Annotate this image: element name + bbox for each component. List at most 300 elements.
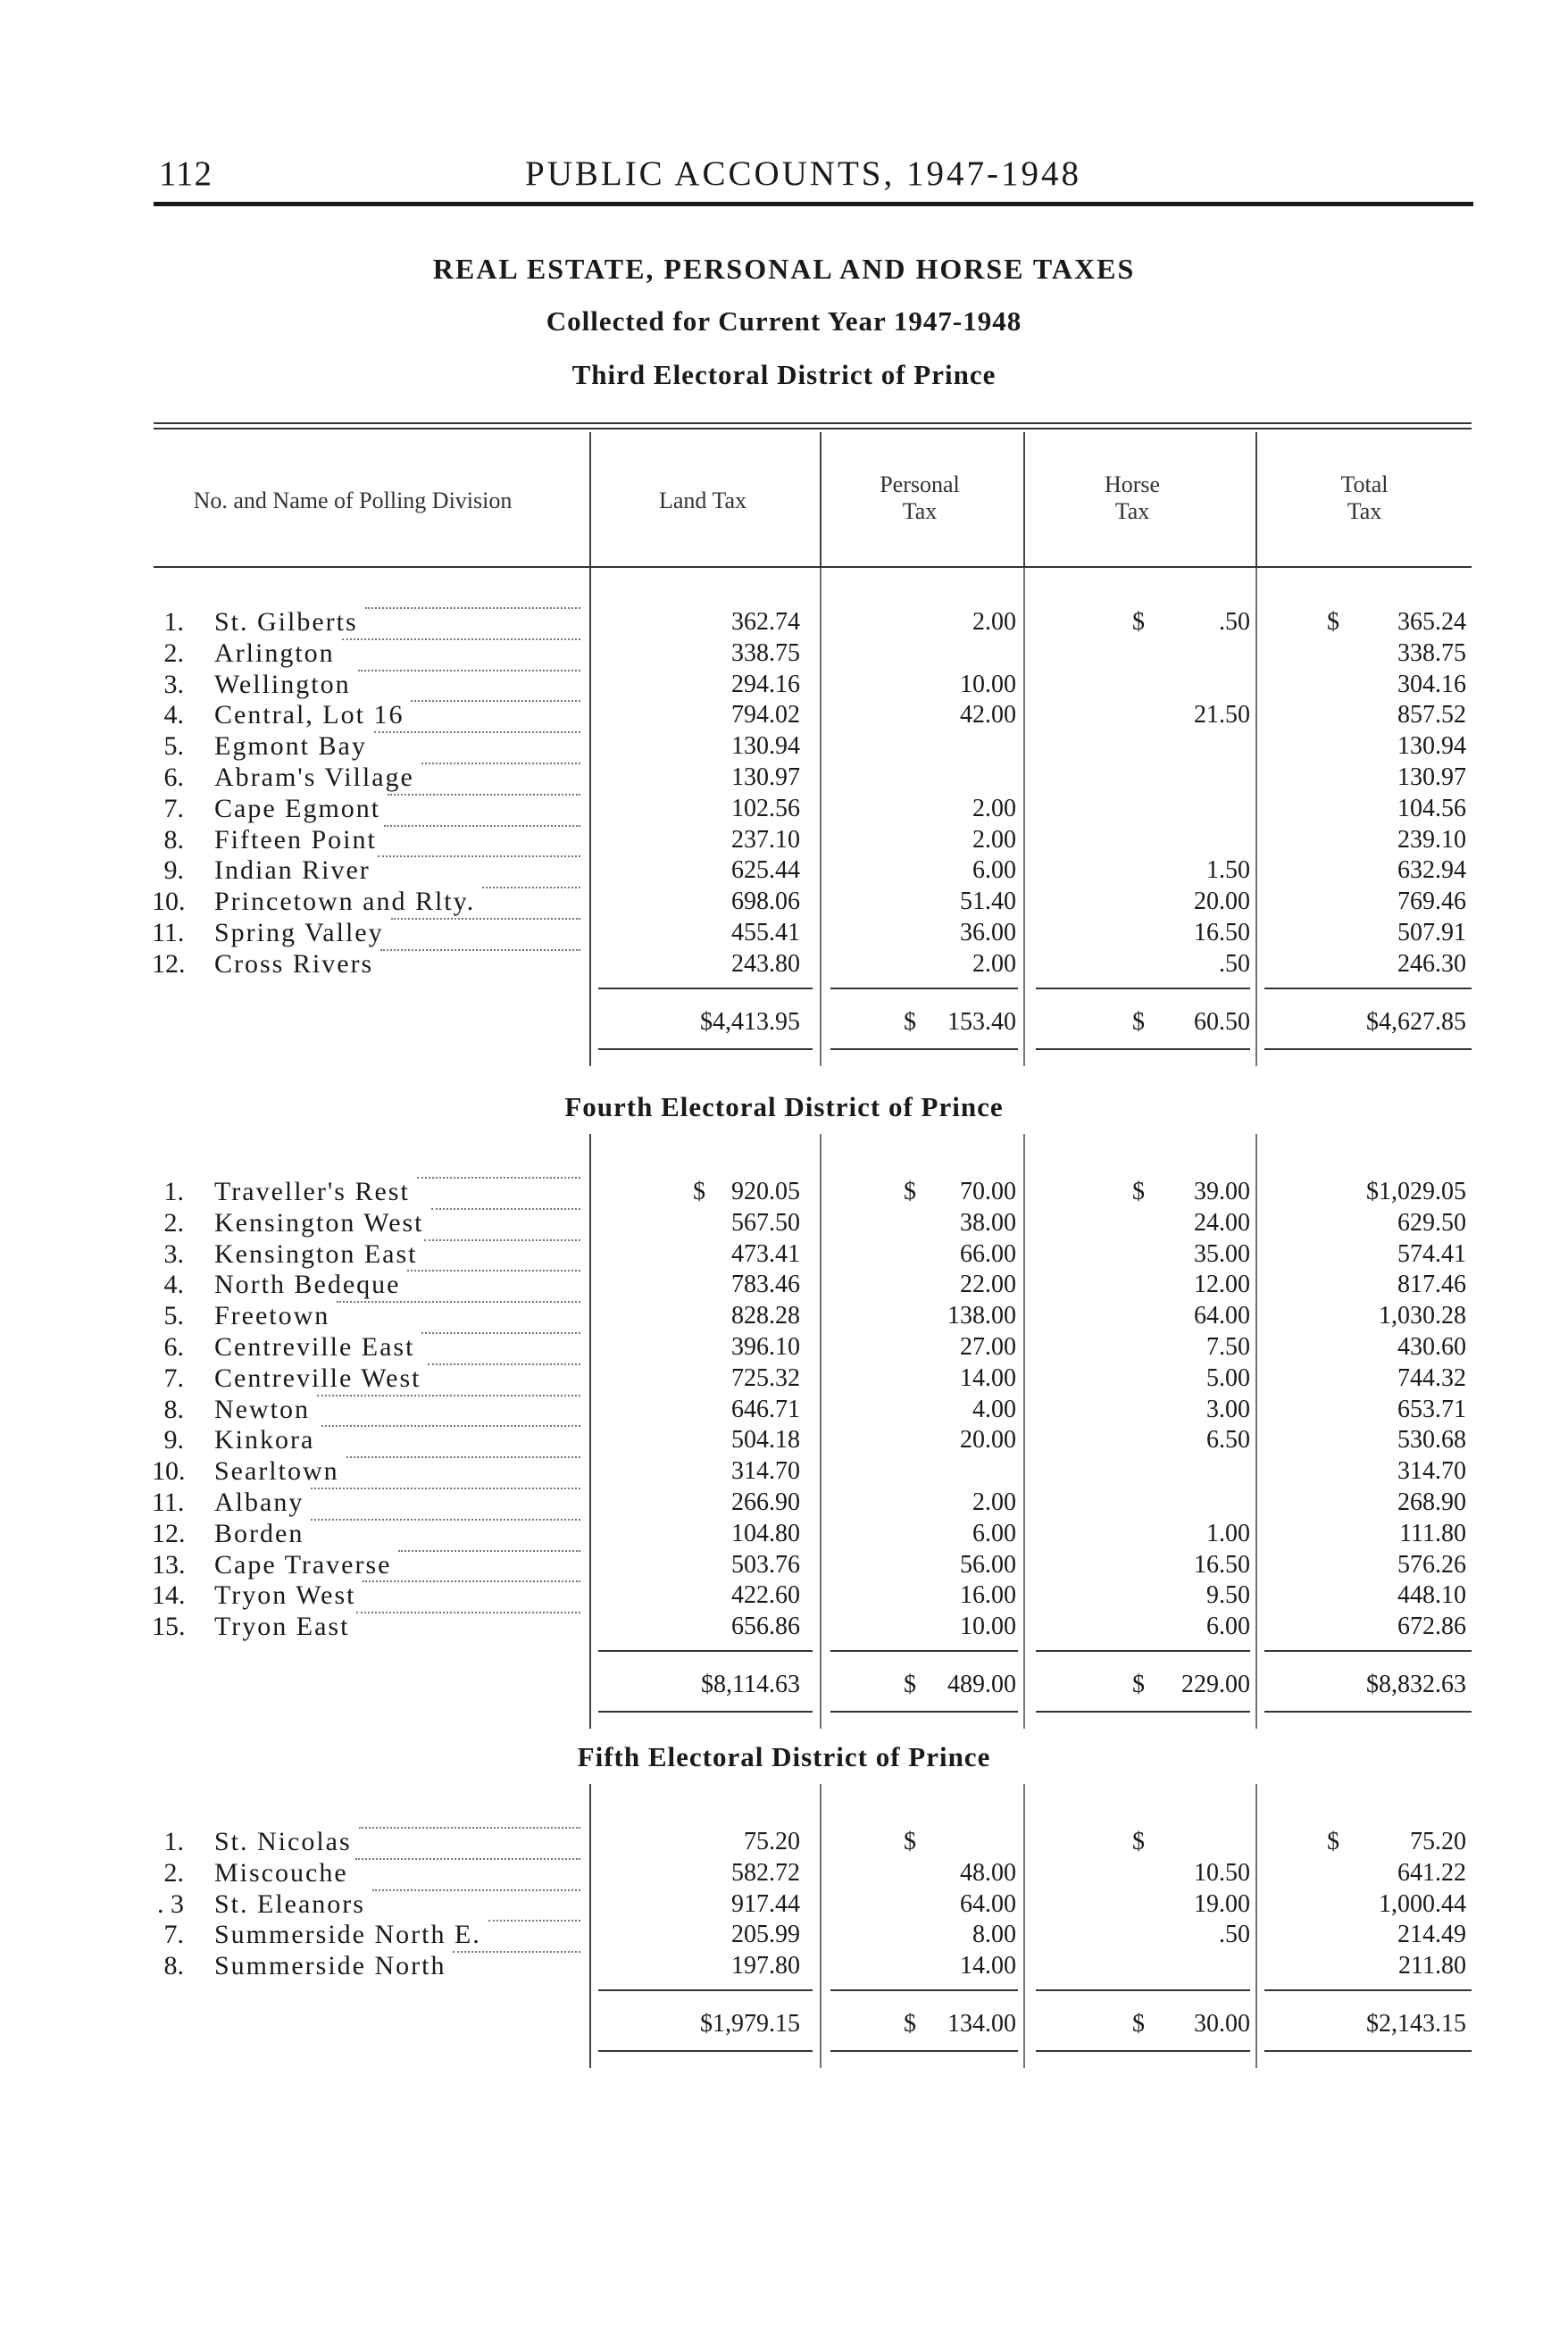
sum-rule bbox=[830, 1650, 1018, 1652]
horse-total-dollar-sign: $ bbox=[1132, 1007, 1145, 1036]
horse-tax-value: 21.50 bbox=[1194, 701, 1250, 729]
total-tax-dollar-sign: $ bbox=[1327, 1828, 1339, 1855]
row-number: 12. bbox=[152, 1518, 186, 1548]
page-number: 112 bbox=[159, 154, 213, 193]
table-row bbox=[0, 1612, 1568, 1642]
sum-rule bbox=[1036, 988, 1250, 989]
land-tax-value: 338.75 bbox=[731, 638, 800, 667]
polling-division-name: Egmont Bay bbox=[214, 731, 367, 762]
land-tax-value: 794.02 bbox=[731, 701, 800, 729]
table-row bbox=[0, 1858, 1568, 1888]
personal-tax-value: 22.00 bbox=[960, 1271, 1016, 1299]
personal-tax-value: 27.00 bbox=[960, 1333, 1016, 1361]
polling-division-name: Borden bbox=[214, 1518, 304, 1548]
horse-tax-value: 19.00 bbox=[1194, 1889, 1250, 1918]
row-number: 13. bbox=[152, 1549, 186, 1580]
column-header-land: Land Tax bbox=[658, 488, 747, 513]
row-number: 10. bbox=[152, 1456, 186, 1487]
table-row bbox=[0, 1827, 1568, 1857]
section-title-third: Third Electoral District of Prince bbox=[571, 359, 997, 390]
grand-total: $4,627.85 bbox=[1366, 1007, 1466, 1036]
horse-tax-value: 1.50 bbox=[1206, 856, 1250, 885]
column-header-name: No. and Name of Polling Division bbox=[193, 488, 513, 513]
sum-rule bbox=[1264, 1711, 1472, 1713]
sum-rule bbox=[1264, 2050, 1472, 2052]
horse-tax-value: 3.00 bbox=[1206, 1395, 1250, 1423]
total-tax-value: 304.16 bbox=[1397, 670, 1466, 698]
total-tax-value: 130.94 bbox=[1397, 732, 1466, 761]
row-number: 8. bbox=[163, 824, 184, 855]
sum-rule bbox=[1264, 1989, 1472, 1991]
personal-tax-total: 489.00 bbox=[947, 1671, 1016, 1698]
sum-rule bbox=[598, 1048, 813, 1050]
personal-tax-value: 70.00 bbox=[960, 1178, 1016, 1205]
dot-leader bbox=[311, 1488, 580, 1489]
land-tax-value: 725.32 bbox=[731, 1363, 800, 1392]
dot-leader bbox=[355, 1858, 580, 1860]
row-number: 5. bbox=[163, 731, 184, 762]
total-tax-dollar-sign: $ bbox=[1327, 608, 1339, 636]
dot-leader bbox=[363, 1580, 580, 1582]
column-header-personal bbox=[822, 471, 1018, 525]
section-title: Fourth Electoral District of Prince bbox=[564, 1091, 1004, 1122]
row-number: 15. bbox=[152, 1612, 186, 1642]
row-number: 8. bbox=[163, 1394, 184, 1424]
land-tax-value: 920.05 bbox=[731, 1178, 800, 1205]
column-divider bbox=[1023, 432, 1025, 566]
total-tax-value: 574.41 bbox=[1397, 1239, 1466, 1268]
table-row bbox=[0, 700, 1568, 730]
total-tax-value: 75.20 bbox=[1410, 1828, 1466, 1855]
personal-tax-value: 16.00 bbox=[960, 1581, 1016, 1610]
horse-tax-total: 30.00 bbox=[1194, 2010, 1250, 2038]
header-top-rule-2 bbox=[154, 428, 1472, 429]
table-row bbox=[0, 887, 1568, 917]
personal-tax-value: 20.00 bbox=[960, 1426, 1016, 1455]
dot-leader bbox=[424, 1239, 580, 1241]
personal-tax-total: 134.00 bbox=[947, 2010, 1016, 2038]
header-top-rule bbox=[154, 422, 1472, 424]
land-tax-value: 567.50 bbox=[731, 1208, 800, 1237]
land-tax-total: $4,413.95 bbox=[700, 1007, 800, 1036]
sum-rule bbox=[1036, 1989, 1250, 1991]
dot-leader bbox=[311, 1519, 580, 1521]
dot-leader bbox=[380, 949, 580, 951]
land-tax-value: 698.06 bbox=[731, 888, 800, 916]
dot-leader bbox=[388, 794, 580, 796]
dot-leader bbox=[358, 670, 580, 671]
row-number: 2. bbox=[163, 638, 184, 668]
sum-rule bbox=[830, 1711, 1018, 1713]
total-tax-value: 530.68 bbox=[1397, 1426, 1466, 1455]
personal-tax-value: 6.00 bbox=[972, 1519, 1016, 1547]
column-header-horse-line2: Tax bbox=[1114, 498, 1150, 524]
land-tax-value: 396.10 bbox=[731, 1333, 800, 1361]
dot-leader bbox=[374, 731, 580, 733]
column-header-personal-line1: Personal bbox=[880, 471, 960, 497]
row-number: 7. bbox=[163, 793, 184, 823]
row-number: 7. bbox=[163, 1920, 184, 1950]
personal-tax-value: 48.00 bbox=[960, 1858, 1016, 1887]
dot-leader bbox=[384, 825, 580, 827]
land-tax-value: 205.99 bbox=[731, 1921, 800, 1949]
personal-tax-value: 10.00 bbox=[960, 670, 1016, 698]
land-tax-value: 646.71 bbox=[731, 1395, 800, 1423]
column-divider bbox=[589, 432, 591, 566]
land-tax-value: 582.72 bbox=[731, 1858, 800, 1887]
personal-tax-value: 2.00 bbox=[972, 608, 1016, 636]
row-number: 1. bbox=[163, 1177, 184, 1206]
personal-tax-value: 2.00 bbox=[972, 825, 1016, 854]
row-number: 14. bbox=[152, 1580, 186, 1611]
column-header-total-line1: Total bbox=[1340, 471, 1389, 497]
personal-tax-dollar-sign: $ bbox=[904, 1178, 916, 1205]
sum-rule bbox=[1036, 1048, 1250, 1050]
horse-tax-value: 10.50 bbox=[1194, 1858, 1250, 1887]
dot-leader bbox=[407, 1270, 580, 1271]
personal-tax-value: 51.40 bbox=[960, 888, 1016, 916]
personal-tax-value: 14.00 bbox=[960, 1952, 1016, 1980]
polling-division-name: Freetown bbox=[214, 1301, 330, 1331]
row-number: 11. bbox=[152, 918, 185, 947]
polling-division-name: St. Gilberts bbox=[214, 607, 358, 637]
total-tax-value: 641.22 bbox=[1397, 1858, 1466, 1887]
table-row bbox=[0, 1208, 1568, 1238]
column-header-total-line2: Tax bbox=[1347, 498, 1382, 524]
polling-division-name: Newton bbox=[214, 1394, 310, 1424]
horse-tax-value: 6.00 bbox=[1206, 1613, 1250, 1641]
land-tax-value: 473.41 bbox=[731, 1239, 800, 1268]
column-header-horse-line1: Horse bbox=[1104, 471, 1161, 497]
row-number: 4. bbox=[163, 700, 184, 730]
polling-division-name: Searltown bbox=[214, 1456, 339, 1487]
sum-rule bbox=[1036, 2050, 1250, 2052]
table-row bbox=[0, 1456, 1568, 1487]
polling-division-name: Tryon East bbox=[214, 1612, 350, 1642]
personal-tax-value: 4.00 bbox=[972, 1395, 1016, 1423]
row-number: 6. bbox=[163, 1332, 184, 1362]
polling-division-name: Summerside North bbox=[214, 1951, 446, 1981]
row-number: 4. bbox=[163, 1270, 184, 1300]
polling-division-name: Arlington bbox=[214, 638, 335, 668]
dot-leader bbox=[488, 1920, 580, 1922]
personal-tax-value: 8.00 bbox=[972, 1921, 1016, 1949]
total-tax-value: 268.90 bbox=[1397, 1488, 1466, 1516]
dot-leader bbox=[417, 1177, 580, 1179]
table-row bbox=[0, 1395, 1568, 1425]
horse-tax-value: 1.00 bbox=[1206, 1519, 1250, 1547]
total-tax-value: 857.52 bbox=[1397, 701, 1466, 729]
horse-tax-value: 24.00 bbox=[1194, 1208, 1250, 1237]
dot-leader bbox=[342, 638, 580, 640]
polling-division-name: Abram's Village bbox=[214, 763, 414, 792]
column-header-total bbox=[1257, 471, 1472, 525]
dot-leader bbox=[317, 1395, 580, 1396]
header-bottom-rule bbox=[154, 566, 1472, 568]
polling-division-name: Tryon West bbox=[214, 1580, 356, 1611]
dot-leader bbox=[421, 763, 580, 764]
polling-division-name: Wellington bbox=[214, 669, 351, 699]
polling-division-name: Miscouche bbox=[214, 1857, 348, 1888]
total-tax-value: 1,030.28 bbox=[1379, 1302, 1466, 1330]
document-subtitle: Collected for Current Year 1947-1948 bbox=[546, 305, 1022, 337]
polling-division-name: Cape Traverse bbox=[214, 1549, 392, 1580]
row-number: 7. bbox=[163, 1363, 184, 1393]
horse-tax-dollar-sign: $ bbox=[1132, 608, 1145, 636]
total-tax-value: 769.46 bbox=[1397, 888, 1466, 916]
horse-tax-value: 6.50 bbox=[1206, 1426, 1250, 1455]
polling-division-name: Cross Rivers bbox=[214, 948, 374, 979]
horse-tax-dollar-sign: $ bbox=[1132, 1178, 1145, 1205]
horse-tax-value: .50 bbox=[1219, 1921, 1250, 1949]
horse-tax-value: 39.00 bbox=[1194, 1178, 1250, 1205]
table-row bbox=[0, 763, 1568, 793]
total-tax-value: 239.10 bbox=[1397, 825, 1466, 854]
table-row bbox=[0, 1951, 1568, 1981]
total-tax-value: 104.56 bbox=[1397, 794, 1466, 822]
totals-row bbox=[0, 1670, 1568, 1700]
polling-division-name: St. Eleanors bbox=[214, 1888, 365, 1919]
horse-tax-value: 20.00 bbox=[1194, 888, 1250, 916]
polling-division-name: Centreville West bbox=[214, 1363, 421, 1393]
dot-leader bbox=[372, 1889, 580, 1891]
dot-leader bbox=[411, 700, 580, 702]
polling-division-name: St. Nicolas bbox=[214, 1827, 352, 1856]
total-tax-value: 111.80 bbox=[1399, 1519, 1466, 1547]
land-tax-value: 422.60 bbox=[731, 1581, 800, 1610]
dot-leader bbox=[321, 1425, 580, 1427]
personal-tax-value: 6.00 bbox=[972, 856, 1016, 885]
column-divider bbox=[820, 432, 822, 566]
dot-leader bbox=[428, 1363, 580, 1365]
dot-leader bbox=[337, 1301, 580, 1303]
personal-tax-value: 64.00 bbox=[960, 1889, 1016, 1918]
row-number: 6. bbox=[163, 763, 184, 792]
personal-tax-value: 2.00 bbox=[972, 949, 1016, 978]
land-tax-value: 504.18 bbox=[731, 1426, 800, 1455]
table-row bbox=[0, 1239, 1568, 1270]
sum-rule bbox=[1264, 988, 1472, 989]
polling-division-name: Spring Valley bbox=[214, 918, 384, 947]
horse-tax-value: 7.50 bbox=[1206, 1333, 1250, 1361]
row-number: 3. bbox=[163, 1238, 184, 1269]
polling-division-name: Kinkora bbox=[214, 1425, 315, 1455]
dot-leader bbox=[378, 855, 580, 857]
polling-division-name: Summerside North E. bbox=[214, 1920, 481, 1950]
personal-tax-value: 10.00 bbox=[960, 1613, 1016, 1641]
total-tax-value: 817.46 bbox=[1397, 1271, 1466, 1299]
header-rule bbox=[154, 202, 1473, 206]
table-row bbox=[0, 825, 1568, 855]
personal-total-dollar-sign: $ bbox=[904, 1007, 916, 1036]
land-tax-dollar-sign: $ bbox=[693, 1178, 705, 1205]
sum-rule bbox=[1264, 1048, 1472, 1050]
polling-division-name: Cape Egmont bbox=[214, 793, 381, 823]
row-number: 1. bbox=[163, 1827, 184, 1856]
horse-tax-value: 16.50 bbox=[1194, 1550, 1250, 1579]
land-tax-value: 917.44 bbox=[731, 1889, 800, 1918]
column-divider bbox=[1255, 432, 1257, 566]
horse-tax-value: 12.00 bbox=[1194, 1271, 1250, 1299]
row-number: 12. bbox=[152, 948, 186, 979]
table-row bbox=[0, 1270, 1568, 1300]
land-tax-value: 130.97 bbox=[731, 763, 800, 791]
row-number: 2. bbox=[163, 1857, 184, 1888]
personal-tax-value: 14.00 bbox=[960, 1363, 1016, 1392]
total-tax-value: 338.75 bbox=[1397, 638, 1466, 667]
horse-tax-total: 60.50 bbox=[1194, 1007, 1250, 1036]
dot-leader bbox=[421, 1332, 580, 1334]
horse-tax-total: 229.00 bbox=[1181, 1671, 1250, 1698]
personal-tax-value: 42.00 bbox=[960, 701, 1016, 729]
land-tax-value: 294.16 bbox=[731, 670, 800, 698]
row-number: 9. bbox=[163, 1425, 184, 1455]
dot-leader bbox=[431, 1208, 580, 1210]
total-tax-value: 448.10 bbox=[1397, 1581, 1466, 1610]
sum-rule bbox=[830, 1048, 1018, 1050]
personal-tax-value: 2.00 bbox=[972, 794, 1016, 822]
table-row bbox=[0, 918, 1568, 948]
table-row bbox=[0, 1550, 1568, 1580]
land-tax-value: 75.20 bbox=[744, 1828, 800, 1855]
total-tax-value: 430.60 bbox=[1397, 1333, 1466, 1361]
horse-tax-dollar-sign: $ bbox=[1132, 1828, 1145, 1855]
horse-tax-value: 64.00 bbox=[1194, 1302, 1250, 1330]
horse-tax-value: 9.50 bbox=[1206, 1581, 1250, 1610]
table-row bbox=[0, 731, 1568, 762]
dot-leader bbox=[453, 1951, 580, 1953]
land-tax-value: 266.90 bbox=[731, 1488, 800, 1516]
table-row bbox=[0, 1920, 1568, 1950]
table-row bbox=[0, 1519, 1568, 1549]
table-row bbox=[0, 607, 1568, 638]
polling-division-name: Albany bbox=[214, 1488, 304, 1517]
total-tax-value: 211.80 bbox=[1398, 1952, 1466, 1980]
row-number: 9. bbox=[163, 855, 184, 886]
polling-division-name: Kensington West bbox=[214, 1207, 424, 1238]
horse-tax-value: .50 bbox=[1219, 949, 1250, 978]
land-tax-value: 243.80 bbox=[731, 949, 800, 978]
dot-leader bbox=[482, 887, 580, 888]
personal-tax-total: 153.40 bbox=[947, 1007, 1016, 1036]
document-title: REAL ESTATE, PERSONAL AND HORSE TAXES bbox=[432, 253, 1136, 285]
polling-division-name: Princetown and Rlty. bbox=[214, 887, 476, 917]
dot-leader bbox=[398, 1550, 580, 1552]
total-tax-value: 576.26 bbox=[1397, 1550, 1466, 1579]
sum-rule bbox=[830, 988, 1018, 989]
horse-tax-value: 5.00 bbox=[1206, 1363, 1250, 1392]
horse-tax-value: .50 bbox=[1219, 608, 1250, 636]
row-number: 10. bbox=[152, 887, 186, 917]
table-row bbox=[0, 1363, 1568, 1394]
table-row bbox=[0, 1425, 1568, 1455]
dot-leader bbox=[346, 1456, 580, 1458]
table-row bbox=[0, 1889, 1568, 1920]
total-tax-value: 130.97 bbox=[1397, 763, 1466, 791]
total-tax-value: 632.94 bbox=[1397, 856, 1466, 885]
sum-rule bbox=[598, 2050, 813, 2052]
page-header bbox=[159, 150, 1472, 200]
table-row bbox=[0, 1177, 1568, 1207]
totals-row bbox=[0, 1007, 1568, 1038]
row-number: 1. bbox=[163, 607, 184, 637]
land-tax-value: 102.56 bbox=[731, 794, 800, 822]
dot-leader bbox=[391, 918, 580, 920]
personal-total-dollar-sign: $ bbox=[904, 1671, 916, 1698]
horse-total-dollar-sign: $ bbox=[1132, 2010, 1145, 2038]
land-tax-value: 197.80 bbox=[731, 1952, 800, 1980]
row-number: 5. bbox=[163, 1301, 184, 1331]
column-header-personal-line2: Tax bbox=[902, 498, 938, 524]
table-row bbox=[0, 1332, 1568, 1363]
sum-rule bbox=[1036, 1711, 1250, 1713]
polling-division-name: Kensington East bbox=[214, 1238, 418, 1269]
total-tax-value: 653.71 bbox=[1397, 1395, 1466, 1423]
total-tax-value: 507.91 bbox=[1397, 919, 1466, 946]
grand-total: $8,832.63 bbox=[1366, 1671, 1466, 1698]
horse-tax-value: 16.50 bbox=[1194, 919, 1250, 946]
polling-division-name: Indian River bbox=[214, 855, 371, 886]
land-tax-value: 828.28 bbox=[731, 1302, 800, 1330]
land-tax-value: 783.46 bbox=[731, 1271, 800, 1299]
table-row bbox=[0, 1580, 1568, 1611]
land-tax-value: 455.41 bbox=[731, 919, 800, 946]
row-number: 3. bbox=[163, 669, 184, 699]
personal-tax-dollar-sign: $ bbox=[904, 1828, 916, 1855]
horse-total-dollar-sign: $ bbox=[1132, 1671, 1145, 1698]
row-number: 8. bbox=[163, 1951, 184, 1981]
sum-rule bbox=[598, 1650, 813, 1652]
row-number: . 3 bbox=[157, 1888, 184, 1919]
personal-total-dollar-sign: $ bbox=[904, 2010, 916, 2038]
personal-tax-value: 2.00 bbox=[972, 1488, 1016, 1516]
land-tax-value: 625.44 bbox=[731, 856, 800, 885]
running-title: PUBLIC ACCOUNTS, 1947-1948 bbox=[525, 154, 1081, 193]
land-tax-value: 656.86 bbox=[731, 1613, 800, 1641]
personal-tax-value: 36.00 bbox=[960, 919, 1016, 946]
sum-rule bbox=[598, 1711, 813, 1713]
total-tax-value: 214.49 bbox=[1397, 1921, 1466, 1949]
land-tax-value: 130.94 bbox=[731, 732, 800, 761]
total-tax-value: 629.50 bbox=[1397, 1208, 1466, 1237]
land-tax-total: $1,979.15 bbox=[700, 2010, 800, 2038]
sum-rule bbox=[598, 1989, 813, 1991]
table-row bbox=[0, 1488, 1568, 1518]
personal-tax-value: 66.00 bbox=[960, 1239, 1016, 1268]
total-tax-value: 314.70 bbox=[1397, 1457, 1466, 1486]
sum-rule bbox=[598, 988, 813, 989]
table-row bbox=[0, 794, 1568, 824]
table-row bbox=[0, 949, 1568, 980]
personal-tax-value: 38.00 bbox=[960, 1208, 1016, 1237]
total-tax-value: 672.86 bbox=[1397, 1613, 1466, 1641]
land-tax-value: 104.80 bbox=[731, 1519, 800, 1547]
section-title: Fifth Electoral District of Prince bbox=[577, 1741, 991, 1772]
personal-tax-value: 56.00 bbox=[960, 1550, 1016, 1579]
polling-division-name: North Bedeque bbox=[214, 1270, 401, 1300]
table-row bbox=[0, 855, 1568, 886]
personal-tax-value: 138.00 bbox=[947, 1302, 1016, 1330]
polling-division-name: Traveller's Rest bbox=[214, 1177, 410, 1206]
land-tax-value: 362.74 bbox=[731, 608, 800, 636]
polling-division-name: Fifteen Point bbox=[214, 824, 377, 855]
total-tax-value: 246.30 bbox=[1397, 949, 1466, 978]
polling-division-name: Central, Lot 16 bbox=[214, 700, 405, 730]
total-tax-value: 744.32 bbox=[1397, 1363, 1466, 1392]
grand-total: $2,143.15 bbox=[1366, 2010, 1466, 2038]
land-tax-value: 503.76 bbox=[731, 1550, 800, 1579]
sum-rule bbox=[830, 1989, 1018, 1991]
